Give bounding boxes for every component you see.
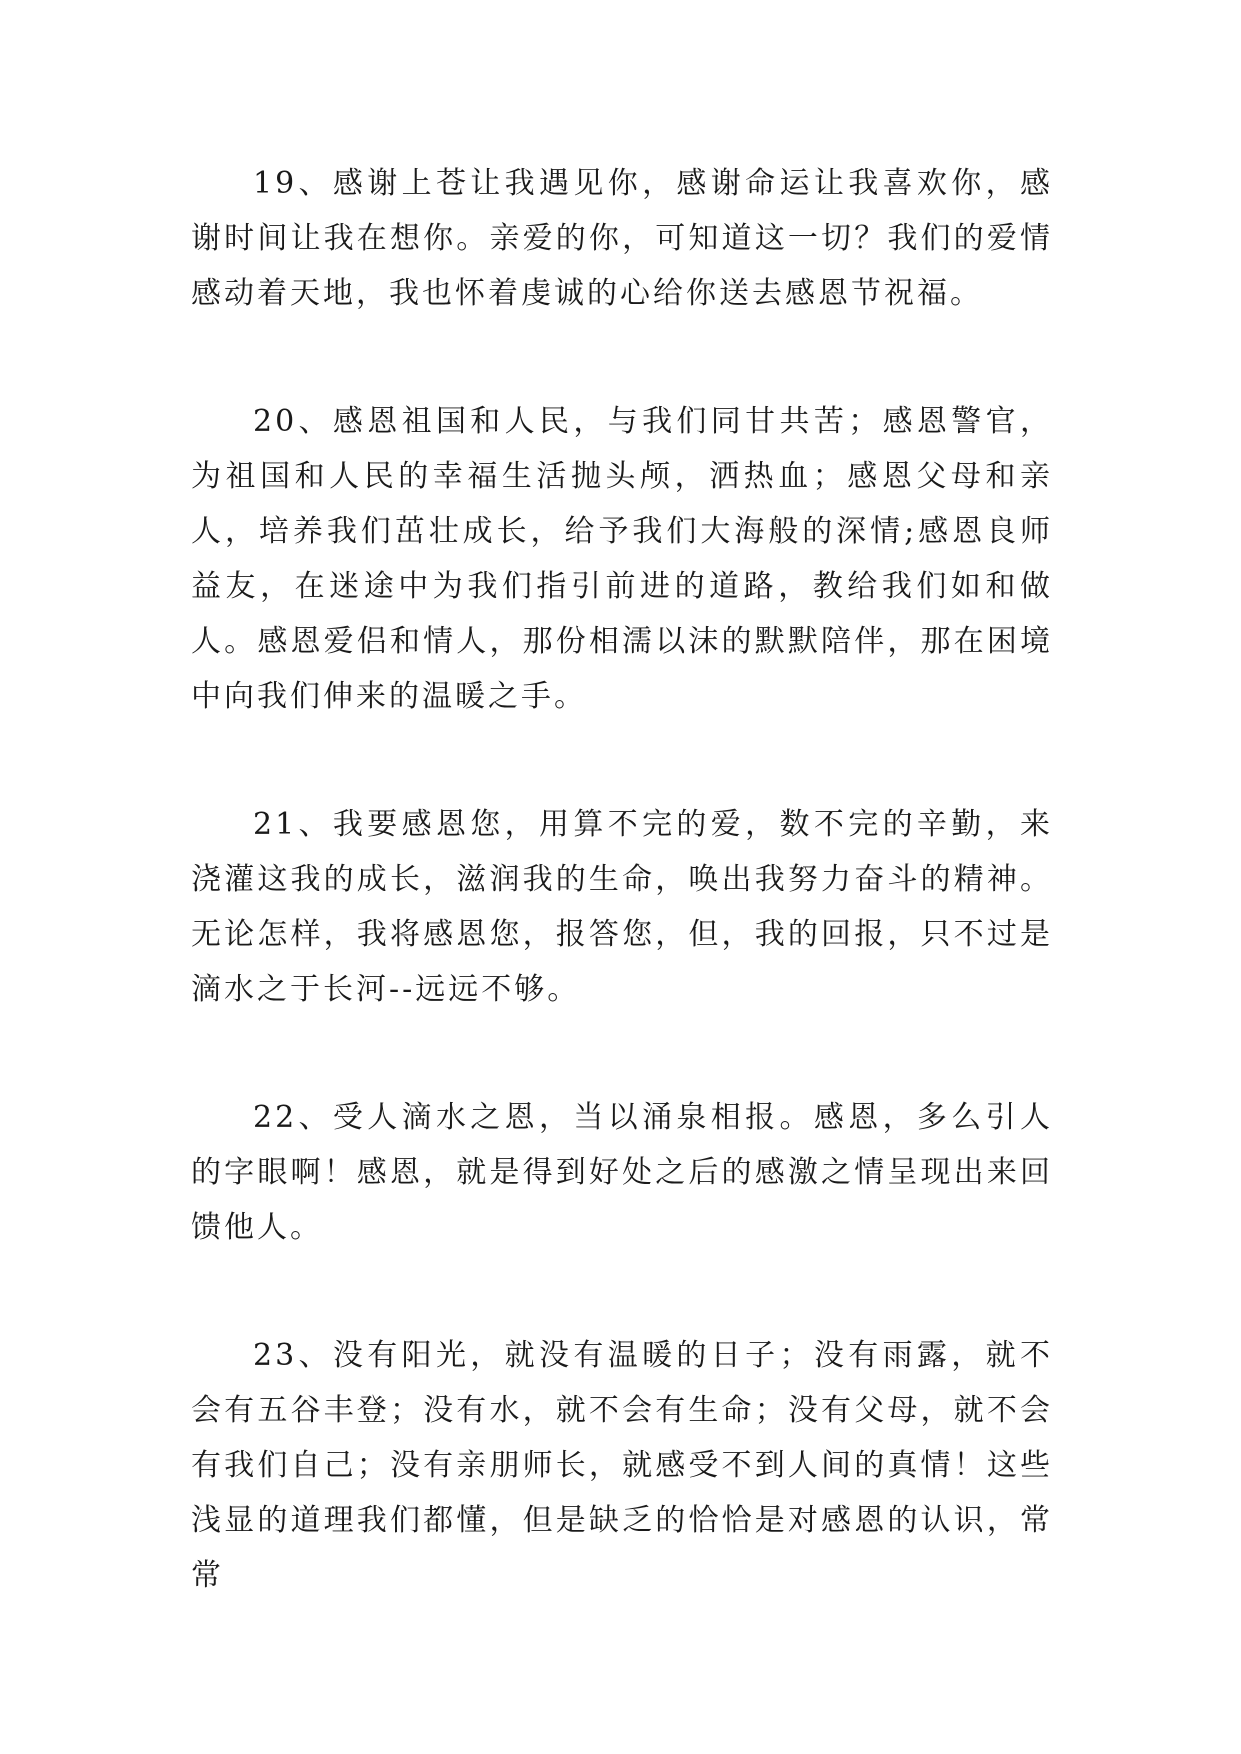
paragraph-19: 19、感谢上苍让我遇见你，感谢命运让我喜欢你，感谢时间让我在想你。亲爱的你，可知道这一切？我们的爱情感动着天地，我也怀着虔诚的心给你送去感恩节祝福。: [191, 166, 1053, 311]
paragraph-21: 21、我要感恩您，用算不完的爱，数不完的辛勤，来浇灌这我的成长，滋润我的生命，唤出我努力奋斗的精神。无论怎样，我将感恩您，报答您，但，我的回报，只不过是滴水之于长河--远远不够。: [191, 807, 1053, 1007]
paragraph-23: 23、没有阳光，就没有温暖的日子；没有雨露，就不会有五谷丰登；没有水，就不会有生命；没有父母，就不会有我们自己；没有亲朋师长，就感受不到人间的真情！这些浅显的道理我们都懂，但是缺乏的恰恰是对感恩的认识，常常: [191, 1338, 1053, 1593]
paragraph-20: 20、感恩祖国和人民，与我们同甘共苦；感恩警官，为祖国和人民的幸福生活抛头颅，洒热血；感恩父母和亲人，培养我们茁壮成长，给予我们大海般的深情;感恩良师益友，在迷途中为我们指引前进的道路，教给我们如和做人。感恩爱侣和情人，那份相濡以沫的默默陪伴，那在困境中向我们伸来的温暖之手。: [191, 404, 1053, 714]
paragraph-22: 22、受人滴水之恩，当以涌泉相报。感恩，多么引人的字眼啊！感恩，就是得到好处之后的感激之情呈现出来回馈他人。: [191, 1100, 1053, 1245]
document-body: [191, 156, 1053, 1603]
